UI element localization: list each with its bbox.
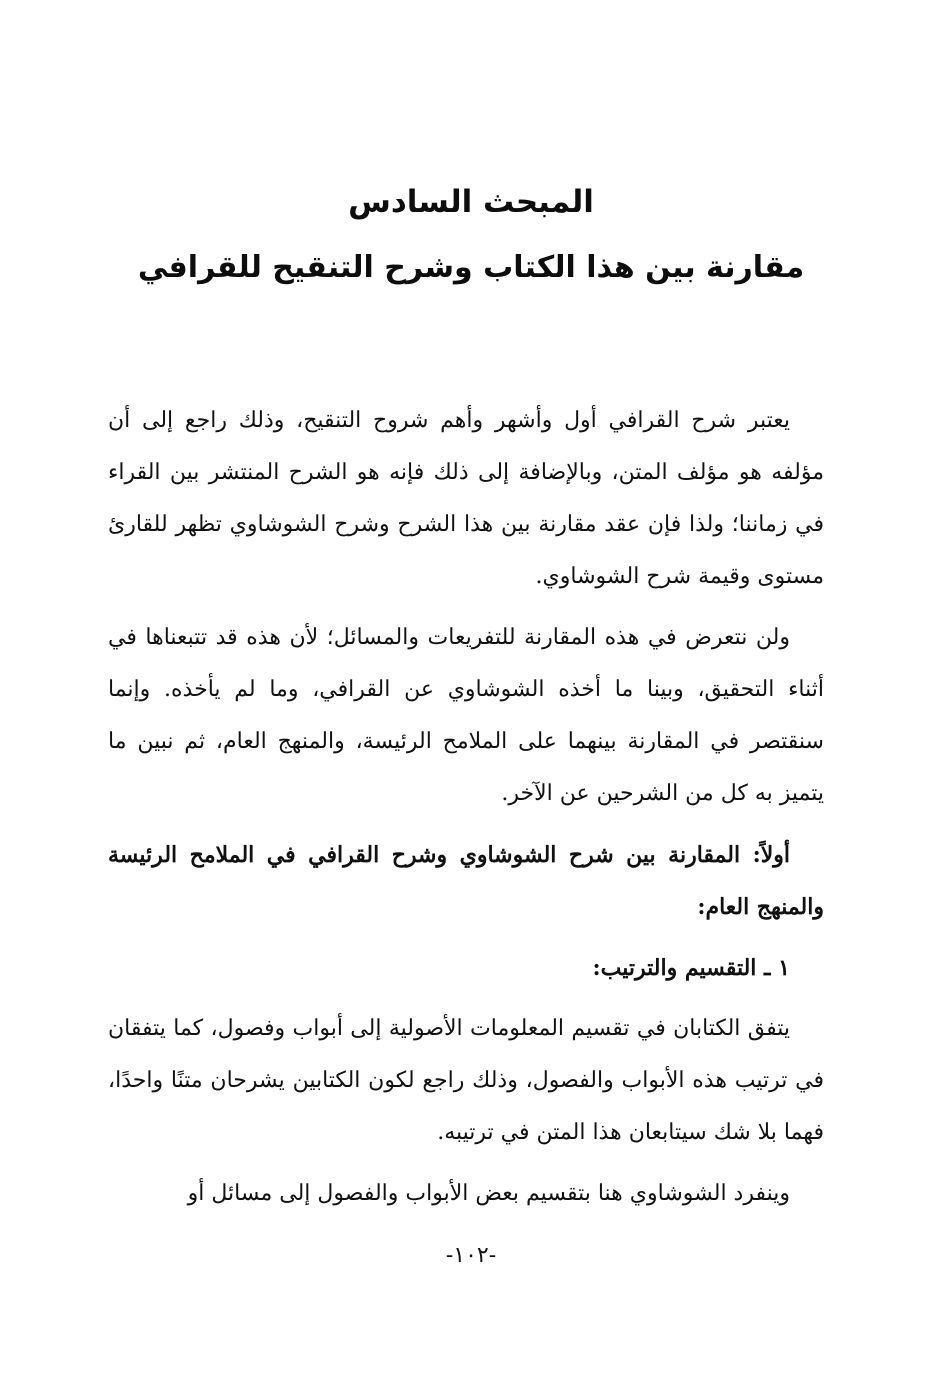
paragraph-2: ولن نتعرض في هذه المقارنة للتفريعات والمسائل؛ لأن هذه قد تتبعناها في أثناء التحقيق، وبينا ما أخذه الشوشاوي عن القرافي، وما لم يأخذه. وإنما سنقتصر في المقارنة بينهما على الملامح الرئيسة، والمنهج العام، ثم نبين ما يتميز به كل من الشرحين عن الآخر. [108,625,824,806]
subheading-comparison: أولاً: المقارنة بين شرح الشوشاوي وشرح القرافي في الملامح الرئيسة والمنهج العام: [108,842,824,920]
paragraph-1: يعتبر شرح القرافي أول وأشهر وأهم شروح التنقيح، وذلك راجع إلى أن مؤلفه هو مؤلف المتن، وبالإضافة إلى ذلك فإنه هو الشرح المنتشر بين القراء في زماننا؛ ولذا فإن عقد مقارنة بين هذا الشرح وشرح الشوشاوي تظهر للقارئ مستوى وقيمة شرح الشوشاوي. [108,408,824,589]
page-number: -١٠٢- [445,1243,497,1268]
section-title: المبحث السادس [348,184,594,220]
subheading-division-order: ١ ـ التقسيم والترتيب: [592,955,790,981]
section-subtitle: مقارنة بين هذا الكتاب وشرح التنقيح للقرافي [137,250,805,285]
paragraph-3: يتفق الكتابان في تقسيم المعلومات الأصولية إلى أبواب وفصول، كما يتفقان في ترتيب هذه الأبواب والفصول، وذلك راجع لكون الكتابين يشرحان متنًا واحدًا، فهما بلا شك سيتابعان هذا المتن في ترتيبه. [108,1016,824,1145]
paragraph-4: وينفرد الشوشاوي هنا بتقسيم بعض الأبواب والفصول إلى مسائل أو [187,1181,790,1206]
body-text [108,395,824,1229]
